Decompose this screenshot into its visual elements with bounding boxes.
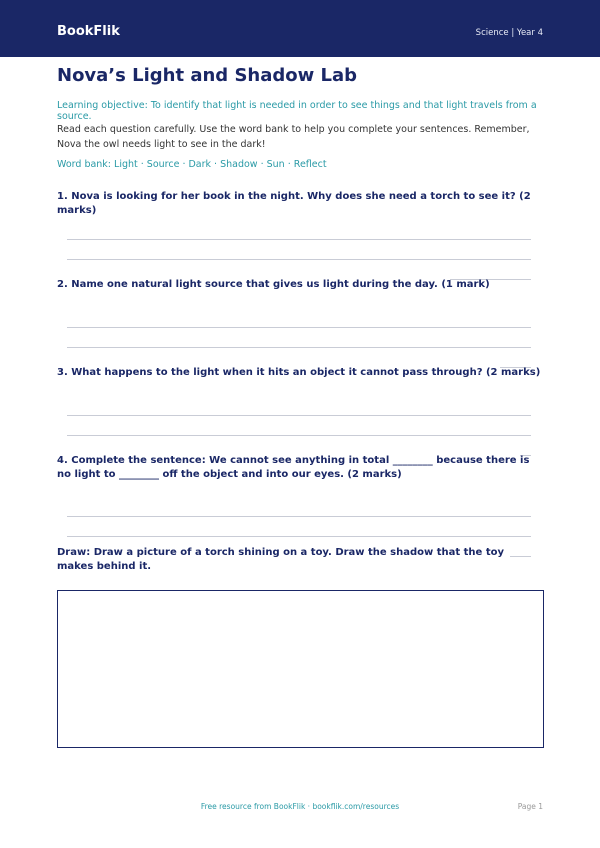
- drawing-box[interactable]: [57, 590, 544, 748]
- subject-label: Science | Year 4: [475, 28, 543, 38]
- question-4: 4. Complete the sentence: We cannot see anything in total ________ because there is no light to ________ off the object and into our eyes. (2 marks): [57, 455, 530, 480]
- brand-logo: BookFlik: [57, 24, 120, 39]
- answer-line[interactable]: [67, 536, 531, 537]
- page-title: Nova’s Light and Shadow Lab: [57, 65, 358, 86]
- answer-line[interactable]: [67, 415, 531, 416]
- draw-task: Draw: Draw a picture of a torch shining on a toy. Draw the shadow that the toy makes behind it.: [57, 547, 504, 572]
- page-number: Page 1: [517, 802, 543, 811]
- header-bar: [0, 0, 600, 57]
- answer-line[interactable]: [67, 259, 531, 260]
- answer-line[interactable]: [67, 239, 531, 240]
- question-2: 2. Name one natural light source that gives us light during the day. (1 mark): [57, 279, 490, 290]
- answer-line[interactable]: [67, 435, 531, 436]
- word-bank: Word bank: Light · Source · Dark · Shadow · Sun · Reflect: [57, 159, 327, 170]
- answer-line[interactable]: [67, 327, 531, 328]
- question-1: 1. Nova is looking for her book in the night. Why does she need a torch to see it? (2 marks): [57, 191, 531, 216]
- answer-line[interactable]: [67, 347, 531, 348]
- instructions: Read each question carefully. Use the word bank to help you complete your sentences. Remember, Nova the owl needs light to see in the dark!: [57, 124, 530, 150]
- footer-text: Free resource from BookFlik · bookflik.com/resources: [200, 802, 400, 811]
- question-3: 3. What happens to the light when it hits an object it cannot pass through? (2 marks): [57, 367, 541, 378]
- answer-line[interactable]: [67, 516, 531, 517]
- learning-objective: Learning objective: To identify that light is needed in order to see things and that light travels from a source.: [57, 100, 537, 122]
